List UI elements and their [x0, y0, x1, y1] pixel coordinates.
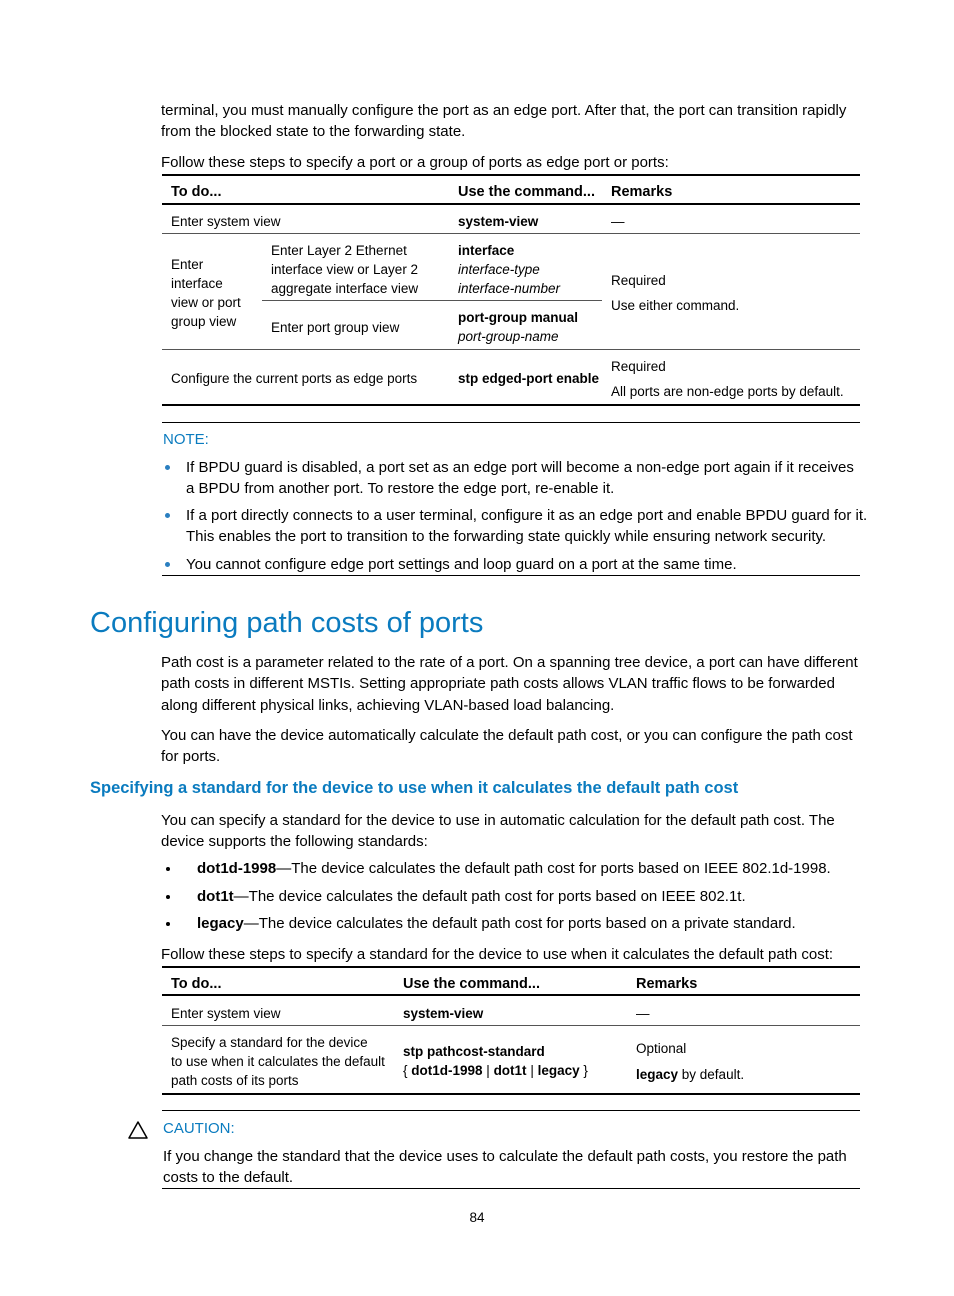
cell-remarks-optional: Optional: [636, 1041, 687, 1056]
cell-sub-port-group: Enter port group view: [271, 320, 400, 335]
note-bottom-rule: [162, 575, 860, 576]
remarks-by-default: by default.: [678, 1067, 745, 1082]
cell-command-port-group: port-group manual: [458, 310, 578, 325]
cell-sub-line-3: aggregate interface view: [271, 281, 419, 296]
cell-group-line-4: group view: [171, 314, 237, 329]
brace-close: }: [579, 1063, 588, 1078]
table-header-remarks: Remarks: [611, 184, 673, 200]
cell-command-arg-2: interface-number: [458, 281, 561, 296]
cell-group-line-1: Enter: [171, 257, 204, 272]
table-top-rule: [162, 966, 860, 968]
option-separator: |: [526, 1063, 538, 1078]
cell-todo-edge: Configure the current ports as edge ports: [171, 371, 418, 386]
table-bottom-rule: [162, 404, 860, 406]
cell-group-line-3: view or port: [171, 295, 241, 310]
note-bullet-2-line-2: This enables the port to transition to the forwarding state quickly while ensuring network security.: [186, 528, 827, 545]
brace-open: {: [403, 1063, 412, 1078]
standard-term: legacy: [197, 915, 244, 932]
note-top-rule: [162, 422, 860, 423]
remarks-legacy: legacy: [636, 1067, 679, 1082]
table-header-todo: To do...: [171, 184, 222, 200]
caution-bottom-rule: [162, 1188, 860, 1189]
standard-term: dot1d-1998: [197, 860, 277, 877]
cell-command: system-view: [403, 1006, 484, 1021]
option-dot1t: dot1t: [493, 1063, 527, 1078]
option-separator: |: [482, 1063, 494, 1078]
cell-command-options: [403, 1061, 588, 1080]
cell-todo: Enter system view: [171, 1006, 281, 1021]
standard-item-legacy: [197, 913, 796, 934]
sub-row-divider: [262, 300, 602, 301]
caution-top-rule: [162, 1110, 860, 1111]
cell-remarks-edge-2: All ports are non-edge ports by default.: [611, 384, 844, 399]
cell-todo-line-1: Specify a standard for the device: [171, 1035, 368, 1050]
cell-sub-line-1: Enter Layer 2 Ethernet: [271, 243, 407, 258]
page-number: 84: [469, 1210, 485, 1225]
intro-line-1: terminal, you must manually configure the port as an edge port. After that, the port can transition rapidly: [161, 102, 847, 119]
table-header-rule: [162, 203, 860, 205]
cell-remarks: —: [636, 1006, 650, 1021]
bullet-icon: [165, 513, 170, 518]
note-bullet-2-line-1: If a port directly connects to a user terminal, configure it as an edge port and enable BPDU guard for it.: [186, 507, 868, 524]
cell-todo-line-2: to use when it calculates the default: [171, 1054, 385, 1069]
standard-item-dot1t: [197, 886, 746, 907]
section-p1-line-3: along different physical links, achieving VLAN-based load balancing.: [161, 697, 615, 714]
bullet-icon: [165, 465, 170, 470]
row-divider: [162, 349, 860, 350]
standard-desc: —The device calculates the default path cost for ports based on a private standard.: [243, 915, 796, 932]
table-header-todo: To do...: [171, 976, 222, 992]
intro-line-2: from the blocked state to the forwarding state.: [161, 123, 466, 140]
subsection-title: Specifying a standard for the device to use when it calculates the default path cost: [90, 779, 739, 797]
table-header-remarks: Remarks: [636, 976, 698, 992]
row-divider: [162, 1025, 860, 1026]
cell-remarks-required: Required: [611, 273, 666, 288]
standard-term: dot1t: [197, 888, 234, 905]
table-header-rule: [162, 994, 860, 996]
option-dot1d: dot1d-1998: [411, 1063, 483, 1078]
table-top-rule: [162, 174, 860, 176]
option-legacy: legacy: [537, 1063, 580, 1078]
note-bullet-1-line-1: If BPDU guard is disabled, a port set as an edge port will become a non-edge port again if it receives: [186, 459, 854, 476]
standard-desc: —The device calculates the default path cost for ports based on IEEE 802.1t.: [233, 888, 746, 905]
section-title: Configuring path costs of ports: [90, 607, 484, 639]
cell-remarks-either: Use either command.: [611, 298, 740, 313]
bullet-icon: [165, 562, 170, 567]
caution-label: CAUTION:: [163, 1120, 235, 1137]
table2-intro: Follow these steps to specify a standard for the device to use when it calculates the default path cost:: [161, 946, 834, 963]
bullet-icon: [166, 867, 170, 871]
warning-triangle-icon: [127, 1120, 149, 1140]
cell-command-arg-1: interface-type: [458, 262, 540, 277]
cell-command-pathcost: stp pathcost-standard: [403, 1044, 545, 1059]
cell-remarks-edge-1: Required: [611, 359, 666, 374]
cell-remarks-default: [636, 1065, 744, 1084]
cell-todo-line-3: path costs of its ports: [171, 1073, 299, 1088]
cell-command-interface: interface: [458, 243, 515, 258]
table-header-command: Use the command...: [403, 976, 540, 992]
standard-desc: —The device calculates the default path cost for ports based on IEEE 802.1d-1998.: [276, 860, 831, 877]
subsection-p1-line-2: device supports the following standards:: [161, 833, 428, 850]
bullet-icon: [166, 922, 170, 926]
table-header-command: Use the command...: [458, 184, 595, 200]
bullet-icon: [166, 895, 170, 899]
note-bullet-3: You cannot configure edge port settings and loop guard on a port at the same time.: [186, 556, 737, 573]
cell-remarks: —: [611, 214, 625, 229]
cell-group-line-2: interface: [171, 276, 223, 291]
section-p1-line-2: path costs in different MSTIs. Setting appropriate path costs allows VLAN traffic flows to be forwarded: [161, 675, 835, 692]
cell-command-port-group-arg: port-group-name: [458, 329, 559, 344]
subsection-p1-line-1: You can specify a standard for the device to use in automatic calculation for the default path cost. The: [161, 812, 835, 829]
standard-item-dot1d: [197, 858, 831, 879]
caution-line-1: If you change the standard that the device uses to calculate the default path costs, you restore the path: [163, 1148, 847, 1165]
table1-intro: Follow these steps to specify a port or a group of ports as edge port or ports:: [161, 154, 669, 171]
row-divider: [162, 233, 860, 234]
cell-command-edge: stp edged-port enable: [458, 371, 600, 386]
section-p2-line-1: You can have the device automatically calculate the default path cost, or you can configure the path cost: [161, 727, 853, 744]
cell-todo: Enter system view: [171, 214, 281, 229]
cell-command: system-view: [458, 214, 539, 229]
cell-sub-line-2: interface view or Layer 2: [271, 262, 419, 277]
note-label: NOTE:: [163, 431, 209, 448]
caution-line-2: costs to the default.: [163, 1169, 294, 1186]
section-p1-line-1: Path cost is a parameter related to the rate of a port. On a spanning tree device, a port can have different: [161, 654, 858, 671]
table-bottom-rule: [162, 1093, 860, 1095]
section-p2-line-2: for ports.: [161, 748, 221, 765]
note-bullet-1-line-2: a BPDU from another port. To restore the edge port, re-enable it.: [186, 480, 615, 497]
